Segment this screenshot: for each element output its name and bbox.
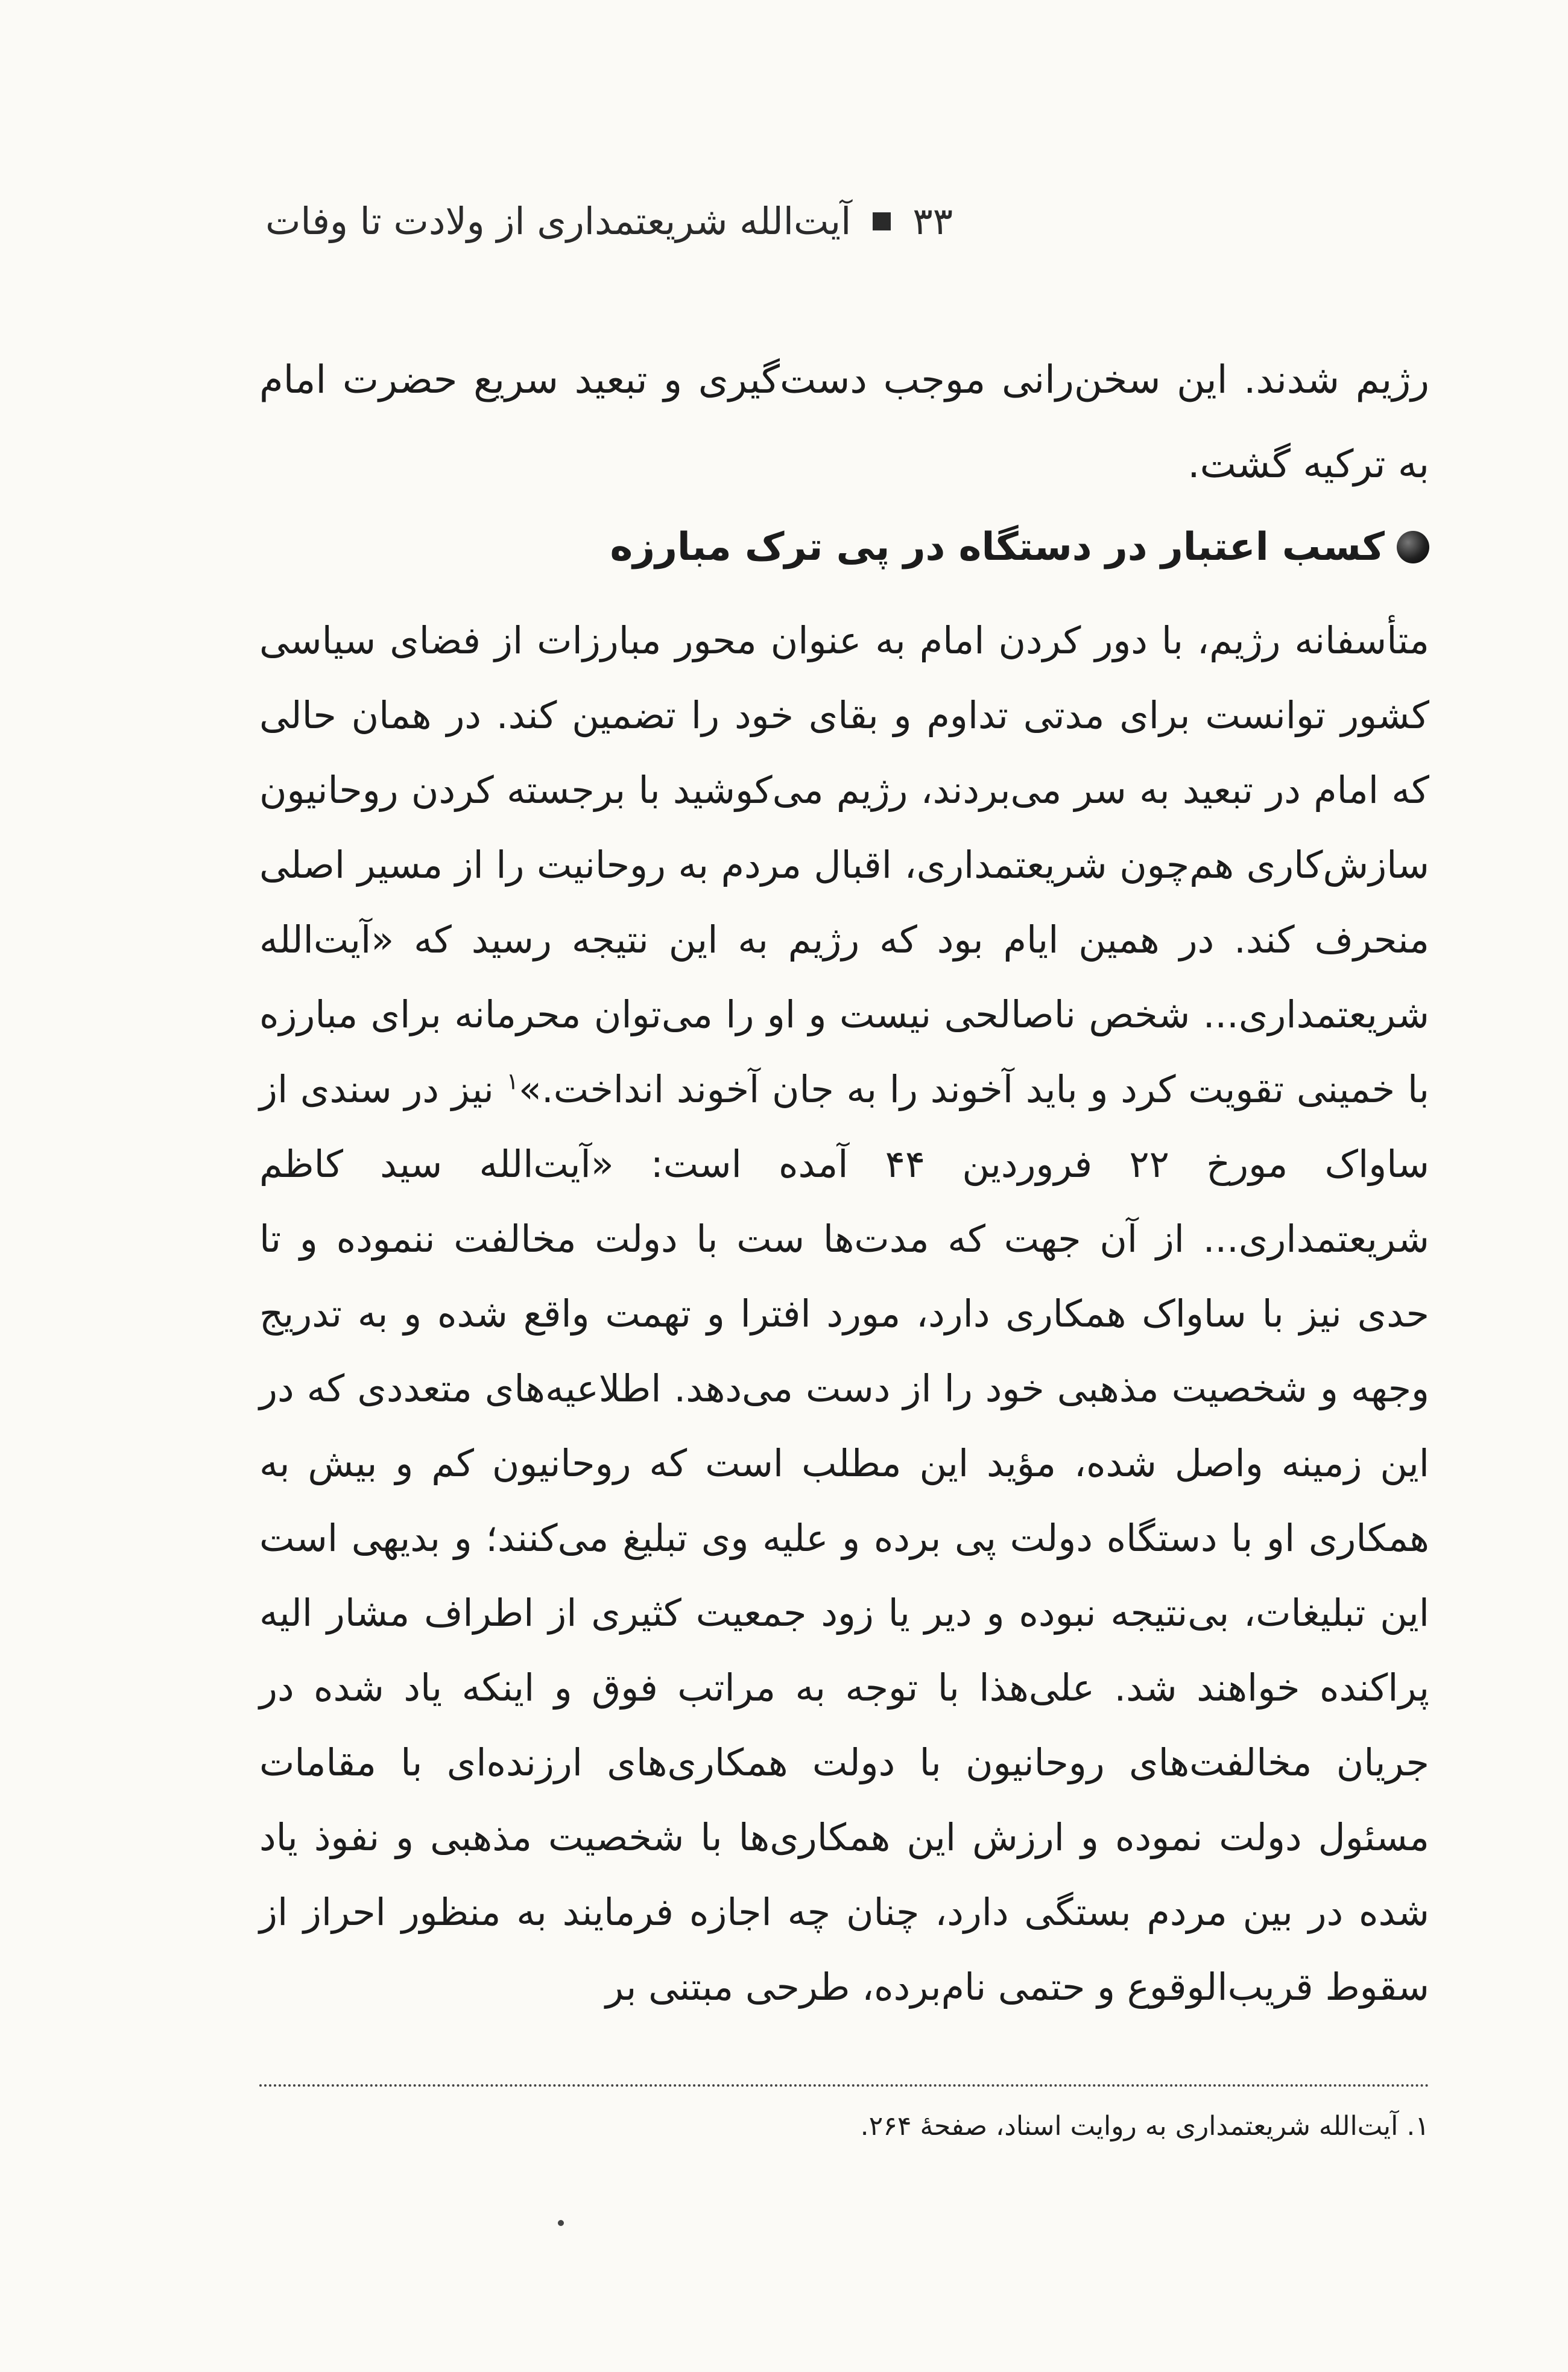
ink-dot — [558, 2220, 564, 2226]
section-heading-text: کسب اعتبار در دستگاه در پی ترک مبارزه — [610, 525, 1385, 569]
footnote-divider — [259, 2084, 1429, 2087]
body-text-part-1: متأسفانه رژیم، با دور کردن امام به عنوان محور مبارزات از فضای سیاسی کشور توانست برای مدتی تداوم و بقای خود را تضمین کند. در همان حالی که امام در تبعید به سر می‌بردند، رژیم می‌کوشید با برجسته کردن روحانیون سازش‌کاری هم‌چون شریعتمداری، اقبال مردم به روحانیت را از مسیر اصلی منحرف کند. در همین ایام بود که رژیم به این نتیجه رسید که «آیت‌الله شریعتمداری... شخص ناصالحی نیست و او را می‌توان محرمانه برای مبارزه با خمینی تقویت کرد و باید آخوند را به جان آخوند انداخت.» — [259, 618, 1429, 1111]
square-marker-icon — [873, 212, 891, 230]
bullet-icon — [1397, 531, 1429, 563]
intro-paragraph: رژیم شدند. این سخن‌رانی موجب دست‌گیری و تبعید سریع حضرت امام به ترکیه گشت. — [259, 358, 1429, 487]
running-head — [265, 199, 953, 243]
footnote: ۱. آیت‌الله شریعتمداری به روایت اسناد، صفحهٔ ۲۶۴. — [860, 2111, 1429, 2142]
body-text-part-2: نیز در سندی از ساواک مورخ ۲۲ فروردین ۴۴ آمده است: «آیت‌الله سید کاظم شریعتمداری... از آن جهت که مدت‌ها ست با دولت مخالفت ننموده و تا حدی نیز با ساواک همکاری دارد، مورد افترا و تهمت واقع شده و به تدریج وجهه و شخصیت مذهبی خود را از دست می‌دهد. اطلاعیه‌های متعددی که در این زمینه واصل شده، مؤید این مطلب است که روحانیون کم و بیش به همکاری او با دستگاه دولت پی برده و علیه وی تبلیغ می‌کنند؛ و بدیهی است این تبلیغات، بی‌نتیجه نبوده و دیر یا زود جمعیت کثیری از اطراف مشار الیه پراکنده خواهند شد. علی‌هذا با توجه به مراتب فوق و اینکه یاد شده در جریان مخالفت‌های روحانیون با دولت همکاری‌های ارزنده‌ای با مقامات مسئول دولت نموده و ارزش این همکاری‌ها با شخصیت مذهبی و نفوذ یاد شده در بین مردم بستگی دارد، چنان چه اجازه فرمایند به منظور احراز از سقوط قریب‌الوقوع و حتمی نام‌برده، طرحی مبتنی بر — [259, 1067, 1429, 2009]
body-paragraph — [259, 603, 1429, 2025]
footnote-reference[interactable]: ۱ — [506, 1068, 519, 1095]
running-title: آیت‌الله شریعتمداری از ولادت تا وفات — [265, 199, 852, 243]
section-heading — [259, 525, 1429, 569]
page-number: ۳۳ — [912, 199, 953, 243]
